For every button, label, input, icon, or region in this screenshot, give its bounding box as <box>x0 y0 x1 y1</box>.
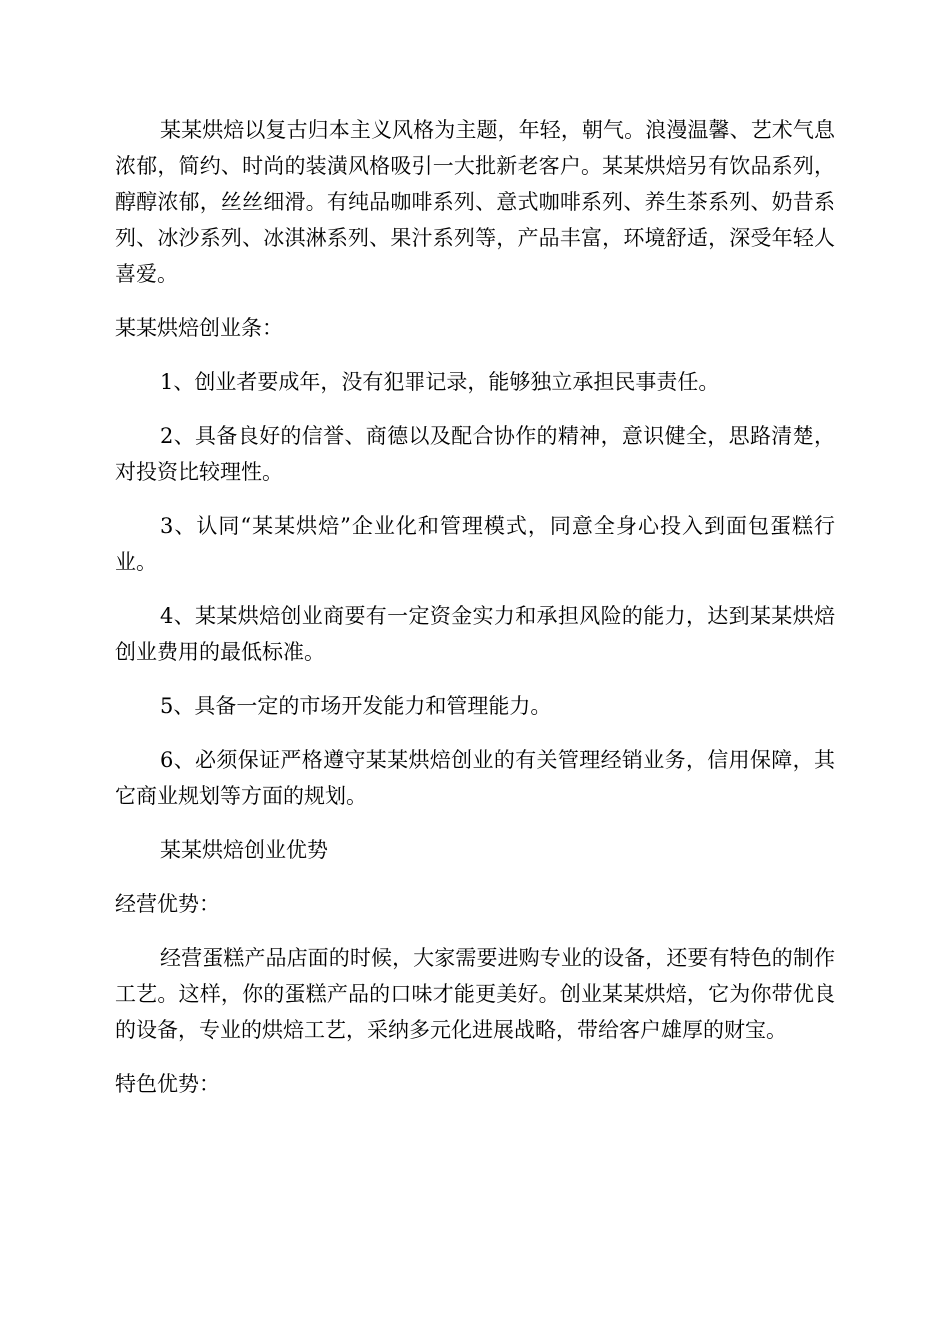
conditions-heading: 某某烘焙创业条： <box>115 316 283 340</box>
condition-item-2: 2、具备良好的信誉、商德以及配合协作的精神，意识健全，思路清楚，对投资比较理性。 <box>115 424 835 484</box>
condition-item-4: 4、某某烘焙创业商要有一定资金实力和承担风险的能力，达到某某烘焙创业费用的最低标准。 <box>115 604 835 664</box>
business-advantage-heading: 经营优势： <box>115 892 220 916</box>
condition-item-3: 3、认同“某某烘焙”企业化和管理模式，同意全身心投入到面包蛋糕行业。 <box>115 514 835 574</box>
condition-item-6: 6、必须保证严格遵守某某烘焙创业的有关管理经销业务，信用保障，其它商业规划等方面的规划。 <box>115 748 835 808</box>
intro-paragraph: 某某烘焙以复古归本主义风格为主题，年轻，朝气。浪漫温馨、艺术气息浓郁，简约、时尚的装潢风格吸引一大批新老客户。某某烘焙另有饮品系列，醇醇浓郁，丝丝细滑。有纯品咖啡系列、意式咖啡系列、养生茶系列、奶昔系列、冰沙系列、冰淇淋系列、果汁系列等，产品丰富，环境舒适，深受年轻人喜爱。 <box>115 118 835 286</box>
condition-item-5: 5、具备一定的市场开发能力和管理能力。 <box>160 694 552 718</box>
business-advantage-paragraph: 经营蛋糕产品店面的时候，大家需要进购专业的设备，还要有特色的制作工艺。这样，你的蛋糕产品的口味才能更美好。创业某某烘焙，它为你带优良的设备，专业的烘焙工艺，采纳多元化进展战略，带给客户雄厚的财宝。 <box>115 946 835 1042</box>
document-page <box>115 112 835 1120</box>
feature-advantage-heading: 特色优势： <box>115 1072 220 1096</box>
advantages-heading: 某某烘焙创业优势 <box>160 838 328 862</box>
condition-item-1: 1、创业者要成年，没有犯罪记录，能够独立承担民事责任。 <box>160 370 720 394</box>
